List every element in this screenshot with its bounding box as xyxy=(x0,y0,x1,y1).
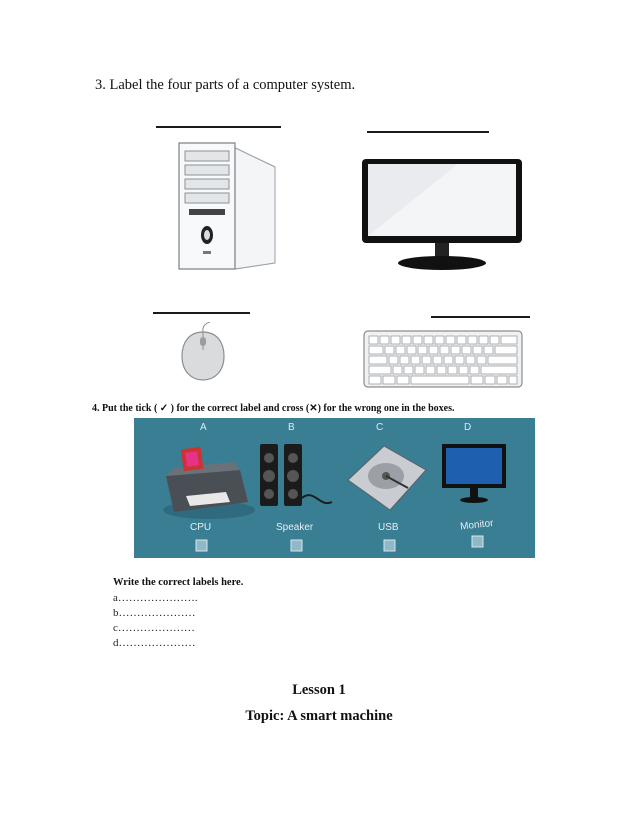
mouse-image xyxy=(180,322,226,382)
item-label-monitor: Monitor xyxy=(459,517,494,533)
lesson-topic: Topic: A smart machine xyxy=(245,708,393,724)
tick-box-a[interactable] xyxy=(196,540,207,551)
item-letter-d: D xyxy=(464,422,472,433)
label-line-monitor xyxy=(367,131,489,133)
question-4: 4. Put the tick ( ✓ ) for the correct label and cross (✕) for the wrong one in the boxes. xyxy=(92,403,455,414)
cpu-tower-image xyxy=(165,135,290,275)
tick-box-b[interactable] xyxy=(291,540,302,551)
label-line-cpu xyxy=(156,126,281,128)
item-letter-b: B xyxy=(288,422,295,433)
tick-box-d[interactable] xyxy=(472,536,483,547)
item-label-speaker: Speaker xyxy=(276,522,314,533)
question-3: 3. Label the four parts of a computer system. xyxy=(95,77,356,93)
item-label-usb: USB xyxy=(378,522,399,533)
answer-line-b[interactable]: b………………… xyxy=(113,607,196,619)
write-labels-title: Write the correct labels here. xyxy=(113,577,244,588)
answer-line-d[interactable]: d………………… xyxy=(113,637,196,649)
device-photo-panel xyxy=(134,418,535,558)
monitor-image xyxy=(358,155,528,275)
tick-box-c[interactable] xyxy=(384,540,395,551)
answer-line-a[interactable]: a…………………. xyxy=(113,592,198,604)
answer-line-c[interactable]: c………………… xyxy=(113,622,195,634)
item-label-cpu: CPU xyxy=(190,522,212,533)
keyboard-image xyxy=(363,330,523,388)
label-line-mouse xyxy=(153,312,250,314)
item-letter-a: A xyxy=(200,422,207,433)
lesson-title: Lesson 1 xyxy=(292,682,346,698)
label-line-keyboard xyxy=(431,316,530,318)
item-letter-c: C xyxy=(376,422,384,433)
